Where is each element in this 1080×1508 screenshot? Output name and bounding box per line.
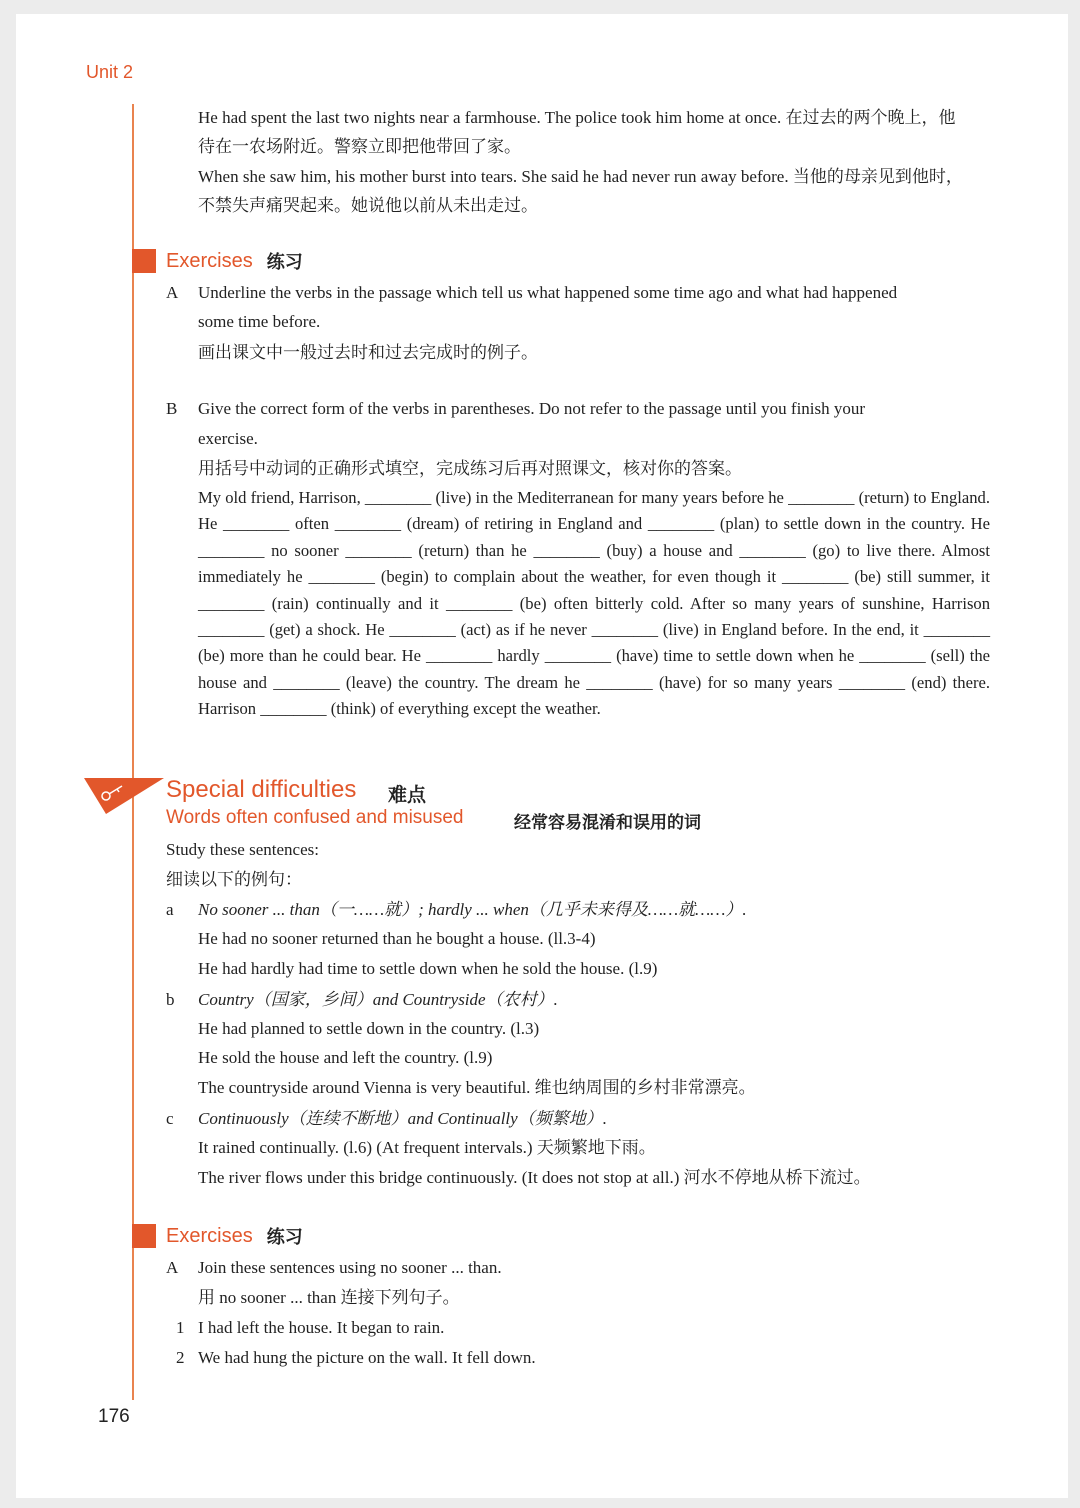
section-marker-square <box>132 1224 156 1248</box>
item-b-example-1: He had planned to settle down in the country. (l.3) <box>198 1019 540 1038</box>
exercise-b-line-2: exercise. <box>198 429 258 448</box>
item-a-example-1: He had no sooner returned than he bought a house. (ll.3-4) <box>198 929 596 948</box>
item-a-example-2: He had hardly had time to settle down when he sold the house. (l.9) <box>198 959 658 978</box>
exercises-title: Exercises <box>166 1224 253 1247</box>
exercise2-a-cn: 用 no sooner ... than 连接下列句子。 <box>198 1288 460 1307</box>
exercise2-item: I had left the house. It began to rain. <box>198 1318 445 1337</box>
exercises-heading <box>132 248 303 274</box>
exercise2-a-line: Join these sentences using no sooner ... than. <box>198 1258 502 1277</box>
item-c-example-2: The river flows under this bridge continuously. (It does not stop at all.) 河水不停地从桥下流过。 <box>198 1168 871 1187</box>
exercise2-item: We had hung the picture on the wall. It fell down. <box>198 1348 536 1367</box>
cloze-passage: My old friend, Harrison, ________ (live) in the Mediterranean for many years before he ________ (return) to England. He ________ often ________ (dream) of retiring in England and ________ (plan) to settle down in the country. He ________ no sooner ________ (return) than he ________ (buy) a house and ________ (go) to live there. Almost immediately he ________ (begin) to complain about the weather, for even though it ________ (be) still summer, it ________ (rain) continually and it ________ (be) often bitterly cold. After so many years of sunshine, Harrison ________ (get) a shock. He ________ (act) as if he never ________ (live) in England before. In the end, it ________ (be) more than he could bear. He ________ hardly ________ (have) time to settle down when he ________ (sell) the house and ________ (leave) the country. The dream he ________ (have) for so many years ________ (end) there. Harrison ________ (think) of everything except the weather. <box>198 488 990 719</box>
exercises-title-cn: 练习 <box>266 1227 303 1248</box>
section-marker-square <box>132 249 156 273</box>
exercise-b-line-1: Give the correct form of the verbs in parentheses. Do not refer to the passage until you finish your <box>198 399 866 418</box>
item-b-example-2: He sold the house and left the country. (l.9) <box>198 1048 493 1067</box>
item-b-label: b <box>166 990 175 1009</box>
exercise-b-label: B <box>166 399 178 418</box>
study-instruction-cn: 细读以下的例句： <box>166 870 302 889</box>
words-confused-subtitle: Words often confused and misused <box>166 807 464 828</box>
study-instruction: Study these sentences: <box>166 840 319 859</box>
item-c-example-1: It rained continually. (l.6) (At frequent intervals.) 天频繁地下雨。 <box>198 1138 656 1157</box>
exercise-a-line-1: Underline the verbs in the passage which tell us what happened some time ago and what had happened <box>198 283 898 302</box>
intro-line-3: When she saw him, his mother burst into tears. She said he had never run away before. 当他的母亲见到他时， <box>198 167 963 186</box>
item-c-label: c <box>166 1109 174 1128</box>
exercise-a-line-2: some time before. <box>198 312 321 331</box>
intro-line-1: He had spent the last two nights near a farmhouse. The police took him home at once. 在过去的两个晚上，他 <box>198 108 956 127</box>
margin-rule <box>132 104 134 1400</box>
unit-label: Unit 2 <box>86 62 134 82</box>
exercise-a-label: A <box>166 283 179 302</box>
exercise-b-cn: 用括号中动词的正确形式填空，完成练习后再对照课文，核对你的答案。 <box>198 459 742 478</box>
item-b-heading: Country（国家，乡间）and Countryside（农村）. <box>198 990 558 1009</box>
intro-line-4: 不禁失声痛哭起来。她说他以前从未出走过。 <box>198 196 538 215</box>
exercise2-item-number: 1 <box>176 1318 185 1337</box>
exercises-heading-2 <box>132 1223 303 1249</box>
exercises-title-cn: 练习 <box>266 252 303 273</box>
item-a-heading: No sooner ... than（一……就）; hardly ... when（几乎未来得及……就……）. <box>198 900 747 919</box>
intro-line-2: 待在一农场附近。警察立即把他带回了家。 <box>198 137 521 156</box>
key-icon <box>84 776 164 816</box>
item-a-label: a <box>166 900 174 919</box>
exercise2-a-label: A <box>166 1258 179 1277</box>
exercise2-item-number: 2 <box>176 1348 185 1367</box>
page-number: 176 <box>98 1406 130 1427</box>
exercises-title: Exercises <box>166 249 253 272</box>
words-confused-subtitle-cn: 经常容易混淆和误用的词 <box>514 813 701 833</box>
exercise-a-cn: 画出课文中一般过去时和过去完成时的例子。 <box>198 343 538 362</box>
special-difficulties-title: Special difficulties <box>166 776 357 803</box>
item-b-example-3: The countryside around Vienna is very beautiful. 维也纳周围的乡村非常漂亮。 <box>198 1078 756 1097</box>
item-c-heading: Continuously（连续不断地）and Continually（频繁地）. <box>198 1109 607 1128</box>
special-difficulties-title-cn: 难点 <box>388 784 427 806</box>
